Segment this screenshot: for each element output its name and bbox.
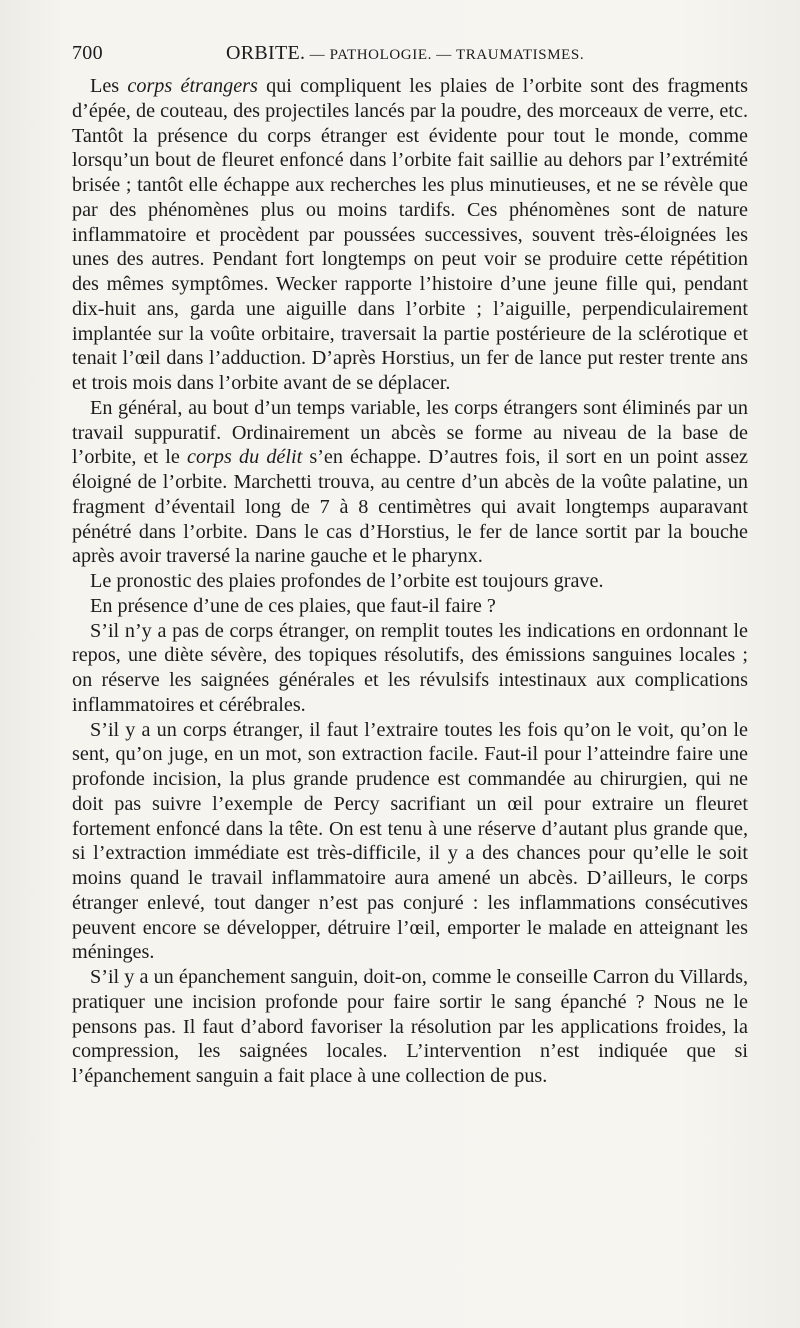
paragraph [72, 74, 748, 396]
text-run: S’il y a un épanchement sanguin, doit-on, comme le conseille Carron du Villards, pratiquer une incision profonde pour faire sortir le sang épanché ? Nous ne le pensons pas. Il faut d’abord favoriser la résolution par les applications froides, la compression, les saignées locales. L’intervention n’est indiquée que si l’épanchement sanguin a fait place à une collection de pus. [72, 966, 748, 1087]
italic-text: corps étrangers [127, 75, 258, 97]
paragraph [72, 965, 748, 1089]
running-head-section: PATHOLOGIE. [329, 47, 432, 63]
text-run: En général, au bout d’un temps variable, les corps étrangers sont éliminés par un travail suppuratif. Ordinairement un abcès se forme au niveau de la base de l’orbite, et le [72, 396, 748, 469]
text-run: S’il y a un corps étranger, il faut l’extraire toutes les fois qu’on le voit, qu’on le sent, qu’on juge, en un mot, son extraction facile. Faut-il pour l’atteindre faire une profonde incision, la plus grande prudence est commandée au chirurgien, qui ne doit pas suivre l’exemple de Percy sacrifiant un œil pour extraire un fleuret fortement enfoncé dans la tête. On est tenu à une réserve d’autant plus grande que, si l’extraction immédiate est très-difficile, il y a des chances pour qu’elle le soit moins quand le travail inflammatoire aura amené un abcès. D’ailleurs, le corps étranger enlevé, tout danger n’est pas conjuré : les inflammations consécutives peuvent encore se développer, détruire l’œil, emporter le malade en atteignant les méninges. [72, 718, 748, 964]
running-head-title: ORBITE. [226, 42, 306, 64]
text-run: Les [90, 75, 128, 97]
paragraph [72, 594, 748, 619]
paragraph [72, 396, 748, 569]
paragraph [72, 569, 748, 594]
text-run: Le pronostic des plaies profondes de l’orbite est toujours grave. [90, 570, 604, 592]
running-head-subsection: TRAUMATISMES. [455, 47, 585, 63]
italic-text: corps du délit [187, 446, 303, 469]
page-number: 700 [72, 42, 103, 64]
running-head-sep-2: — [431, 47, 456, 63]
page-header [72, 42, 748, 70]
text-run: En présence d’une de ces plaies, que faut-il faire ? [90, 594, 496, 617]
text-run: qui compliquent les plaies de l’orbite sont des fragments d’épée, de couteau, des projectiles lancés par la poudre, des morceaux de verre, etc. Tantôt la présence du corps étranger est évidente pour tout le monde, comme lorsqu’un bout de fleuret enfoncé dans l’orbite fait saillie au dehors par l’extrémité brisée ; tantôt elle échappe aux recherches les plus minutieuses, et ne se révèle que par des phénomènes plus ou moins tardifs. Ces phénomènes sont de nature inflammatoire et procèdent par poussées successives, souvent très-éloignées les unes des autres. Pendant fort longtemps on peut voir se produire cette répétition des mêmes symptômes. Wecker rapporte l’histoire d’une jeune fille qui, pendant dix-huit ans, garda une aiguille dans l’orbite ; l’aiguille, perpendiculairement implantée sur la voûte orbitaire, traversait la partie postérieure de la sclérotique et tenait l’œil dans l’adduction. D’après Horstius, un fer de lance put rester trente ans et trois mois dans l’orbite avant de se déplacer. [72, 75, 748, 394]
running-head-sep-1: — [305, 47, 330, 63]
paragraph [72, 619, 748, 718]
running-head [226, 42, 584, 65]
paragraph [72, 718, 748, 966]
body-text [72, 74, 748, 1089]
text-run: s’en échappe. D’autres fois, il sort en un point assez éloigné de l’orbite. Marchetti trouva, au centre d’un abcès de la voûte palatine, un fragment d’éventail long de 7 à 8 centimètres qui avait longtemps auparavant pénétré dans l’orbite. Dans le cas d’Horstius, le fer de lance sortit par la bouche après avoir traversé la narine gauche et le pharynx. [72, 446, 749, 568]
text-run: S’il n’y a pas de corps étranger, on remplit toutes les indications en ordonnant le repos, une diète sévère, des topiques résolutifs, des émissions sanguines locales ; on réserve les saignées générales et les révulsifs intestinaux aux complications inflammatoires et cérébrales. [72, 619, 748, 716]
